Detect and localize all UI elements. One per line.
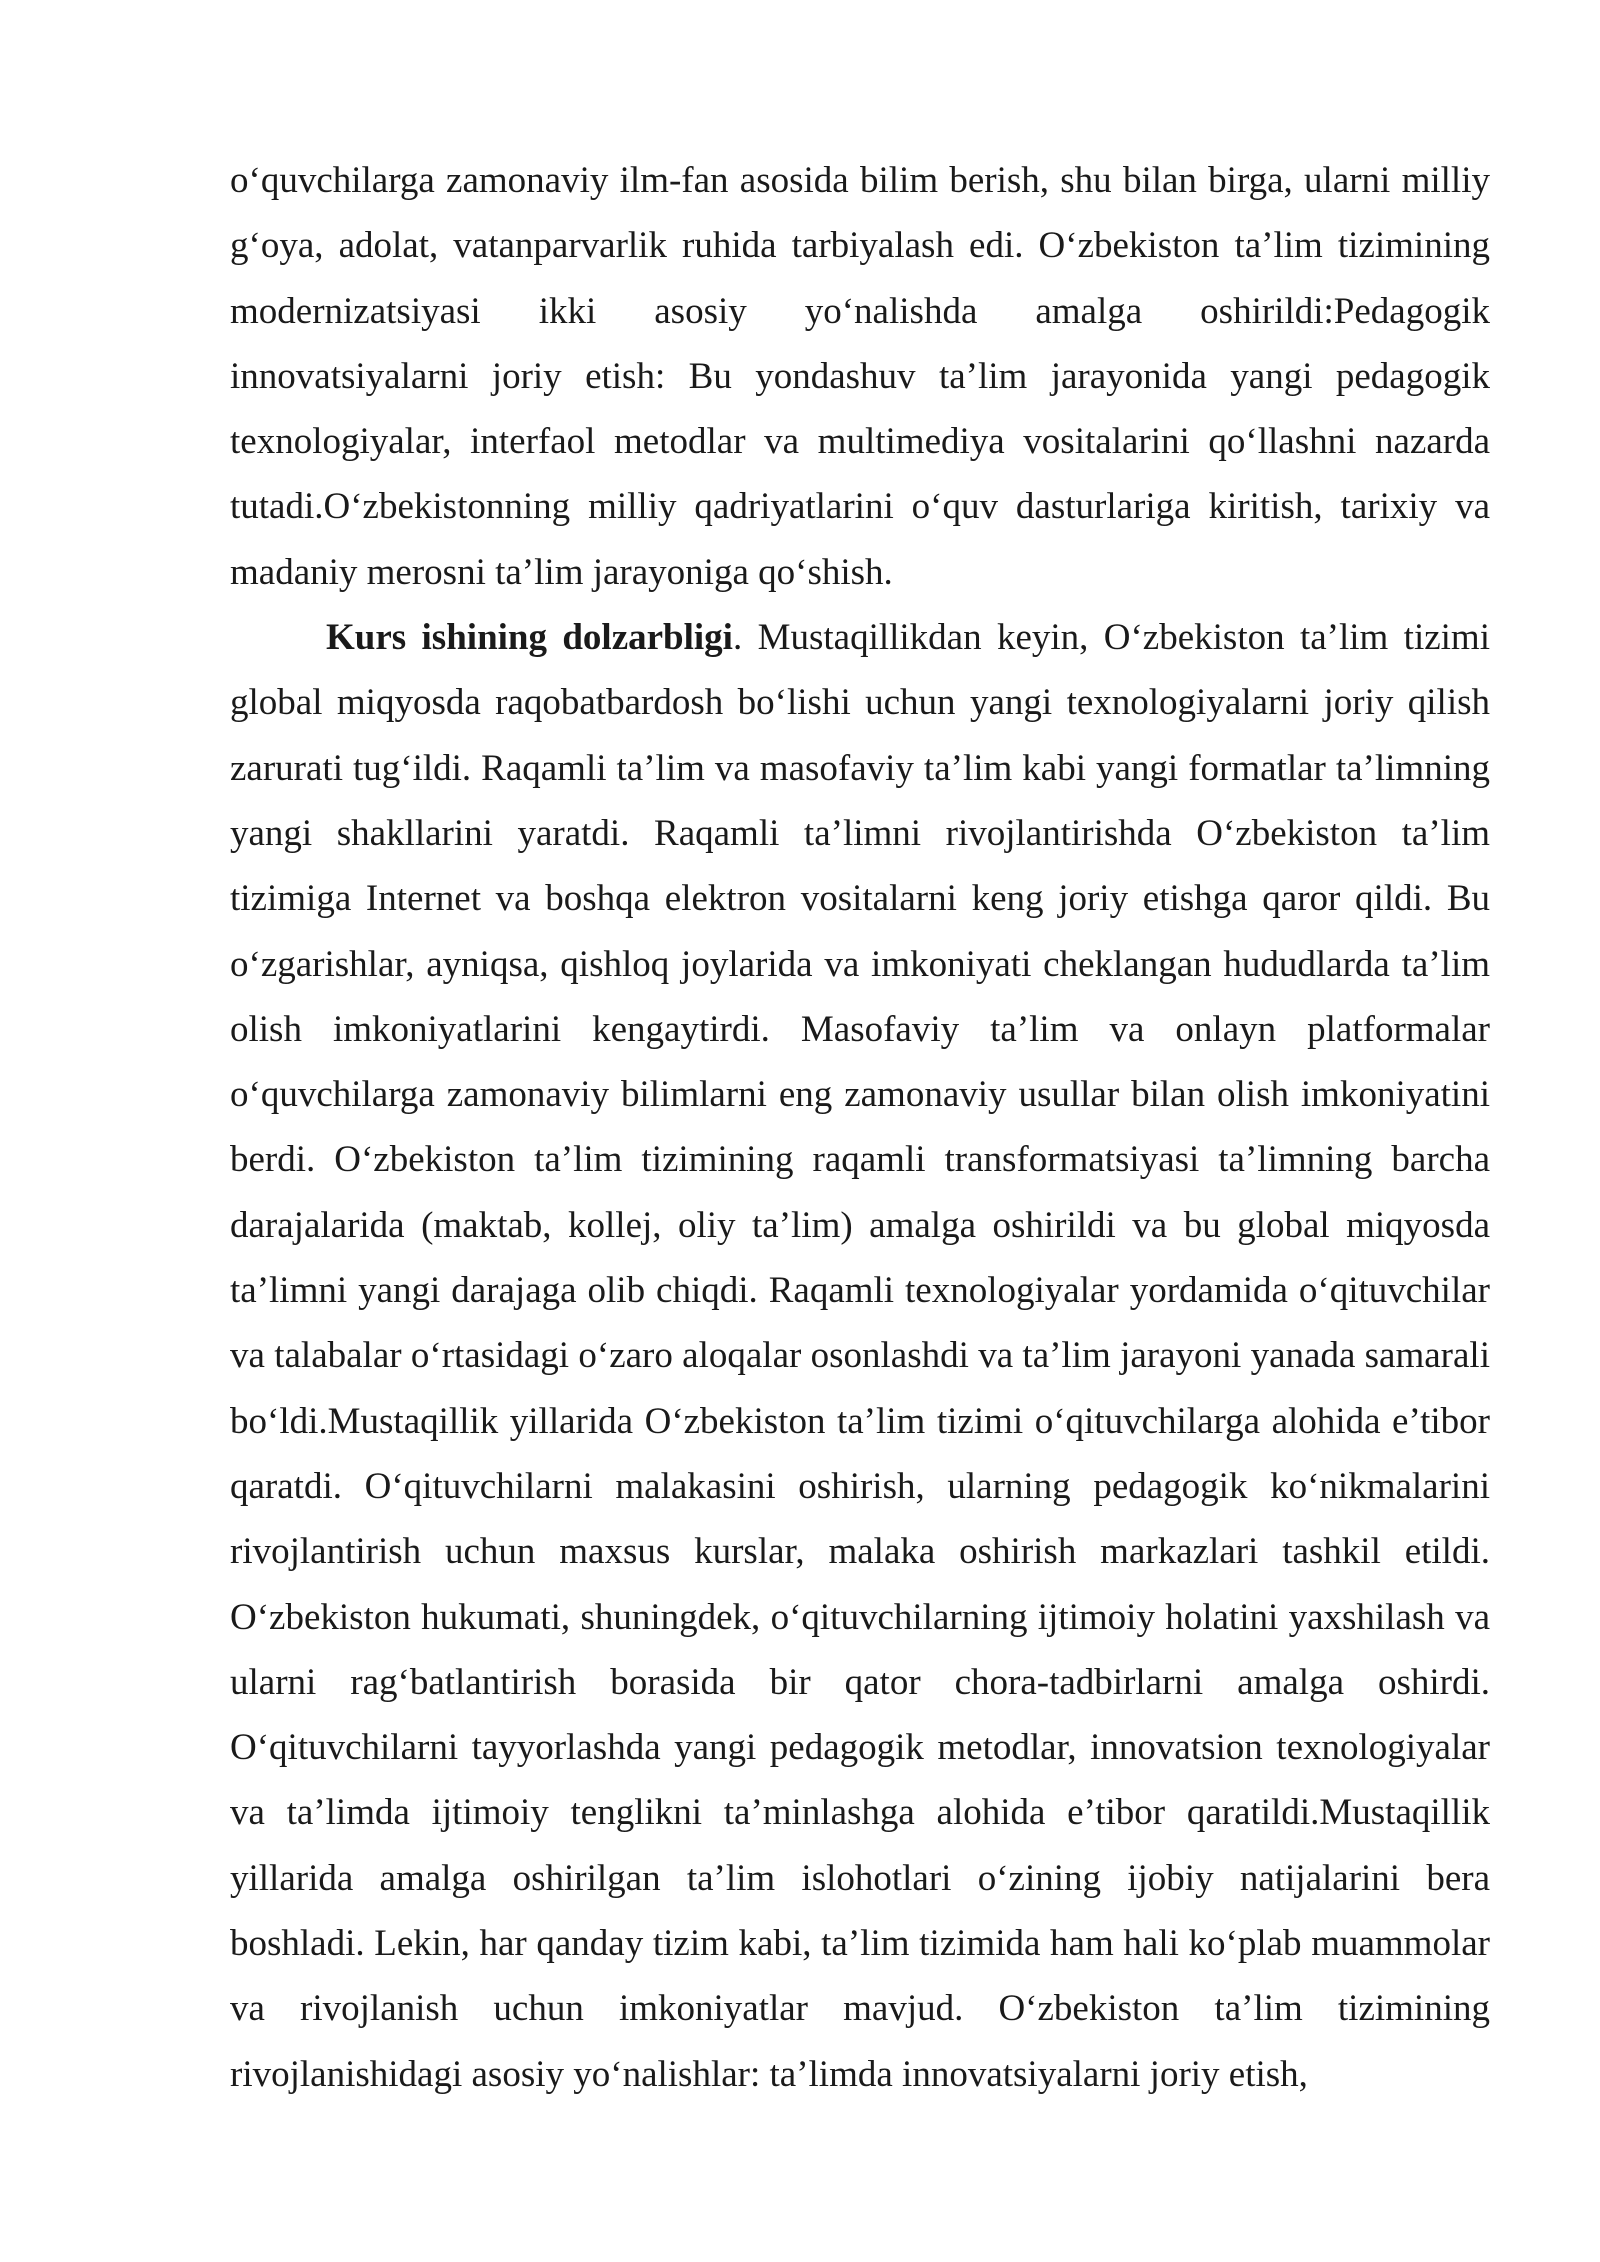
paragraph-relevance <box>230 605 1490 2107</box>
section-heading-inline: Kurs ishining dolzarbligi <box>326 617 733 659</box>
paragraph-continuation: o‘quvchilarga zamonaviy ilm-fan asosida bilim berish, shu bilan birga, ularni milliy g‘oya, adolat, vatanparvarlik ruhida tarbiyalash edi. O‘zbekiston ta’lim tizimining modernizatsiyasi ikki asosiy yo‘nalishda amalga oshirildi:Pedagogik innovatsiyalarni joriy etish: Bu yondashuv ta’lim jarayonida yangi pedagogik texnologiyalar, interfaol metodlar va multimediya vositalarini qo‘llashni nazarda tutadi.O‘zbekistonning milliy qadriyatlarini o‘quv dasturlariga kiritish, tarixiy va madaniy merosni ta’lim jarayoniga qo‘shish. <box>230 160 1490 593</box>
paragraph-relevance-body: . Mustaqillikdan keyin, O‘zbekiston ta’lim tizimi global miqyosda raqobatbardosh bo‘lishi uchun yangi texnologiyalarni joriy qilish zarurati tug‘ildi. Raqamli ta’lim va masofaviy ta’lim kabi yangi formatlar ta’limning yangi shakllarini yaratdi. Raqamli ta’limni rivojlantirishda O‘zbekiston ta’lim tizimiga Internet va boshqa elektron vositalarni keng joriy etishga qaror qildi. Bu o‘zgarishlar, ayniqsa, qishloq joylarida va imkoniyati cheklangan hududlarda ta’lim olish imkoniyatlarini kengaytirdi. Masofaviy ta’lim va onlayn platformalar o‘quvchilarga zamonaviy bilimlarni eng zamonaviy usullar bilan olish imkoniyatini berdi. O‘zbekiston ta’lim tizimining raqamli transformatsiyasi ta’limning barcha darajalarida (maktab, kollej, oliy ta’lim) amalga oshirildi va bu global miqyosda ta’limni yangi darajaga olib chiqdi. Raqamli texnologiyalar yordamida o‘qituvchilar va talabalar o‘rtasidagi o‘zaro aloqalar osonlashdi va ta’lim jarayoni yanada samarali bo‘ldi.Mustaqillik yillarida O‘zbekiston ta’lim tizimi o‘qituvchilarga alohida e’tibor qaratdi. O‘qituvchilarni malakasini oshirish, ularning pedagogik ko‘nikmalarini rivojlantirish uchun maxsus kurslar, malaka oshirish markazlari tashkil etildi. O‘zbekiston hukumati, shuningdek, o‘qituvchilarning ijtimoiy holatini yaxshilash va ularni rag‘batlantirish borasida bir qator chora-tadbirlarni amalga oshirdi. O‘qituvchilarni tayyorlashda yangi pedagogik metodlar, innovatsion texnologiyalar va ta’limda ijtimoiy tenglikni ta’minlashga alohida e’tibor qaratildi.Mustaqillik yillarida amalga oshirilgan ta’lim islohotlari o‘zining ijobiy natijalarini bera boshladi. Lekin, har qanday tizim kabi, ta’lim tizimida ham hali ko‘plab muammolar va rivojlanish uchun imkoniyatlar mavjud. O‘zbekiston ta’lim tizimining rivojlanishidagi asosiy yo‘nalishlar: ta’limda innovatsiyalarni joriy etish, <box>230 617 1490 2095</box>
document-page <box>230 148 1490 2107</box>
